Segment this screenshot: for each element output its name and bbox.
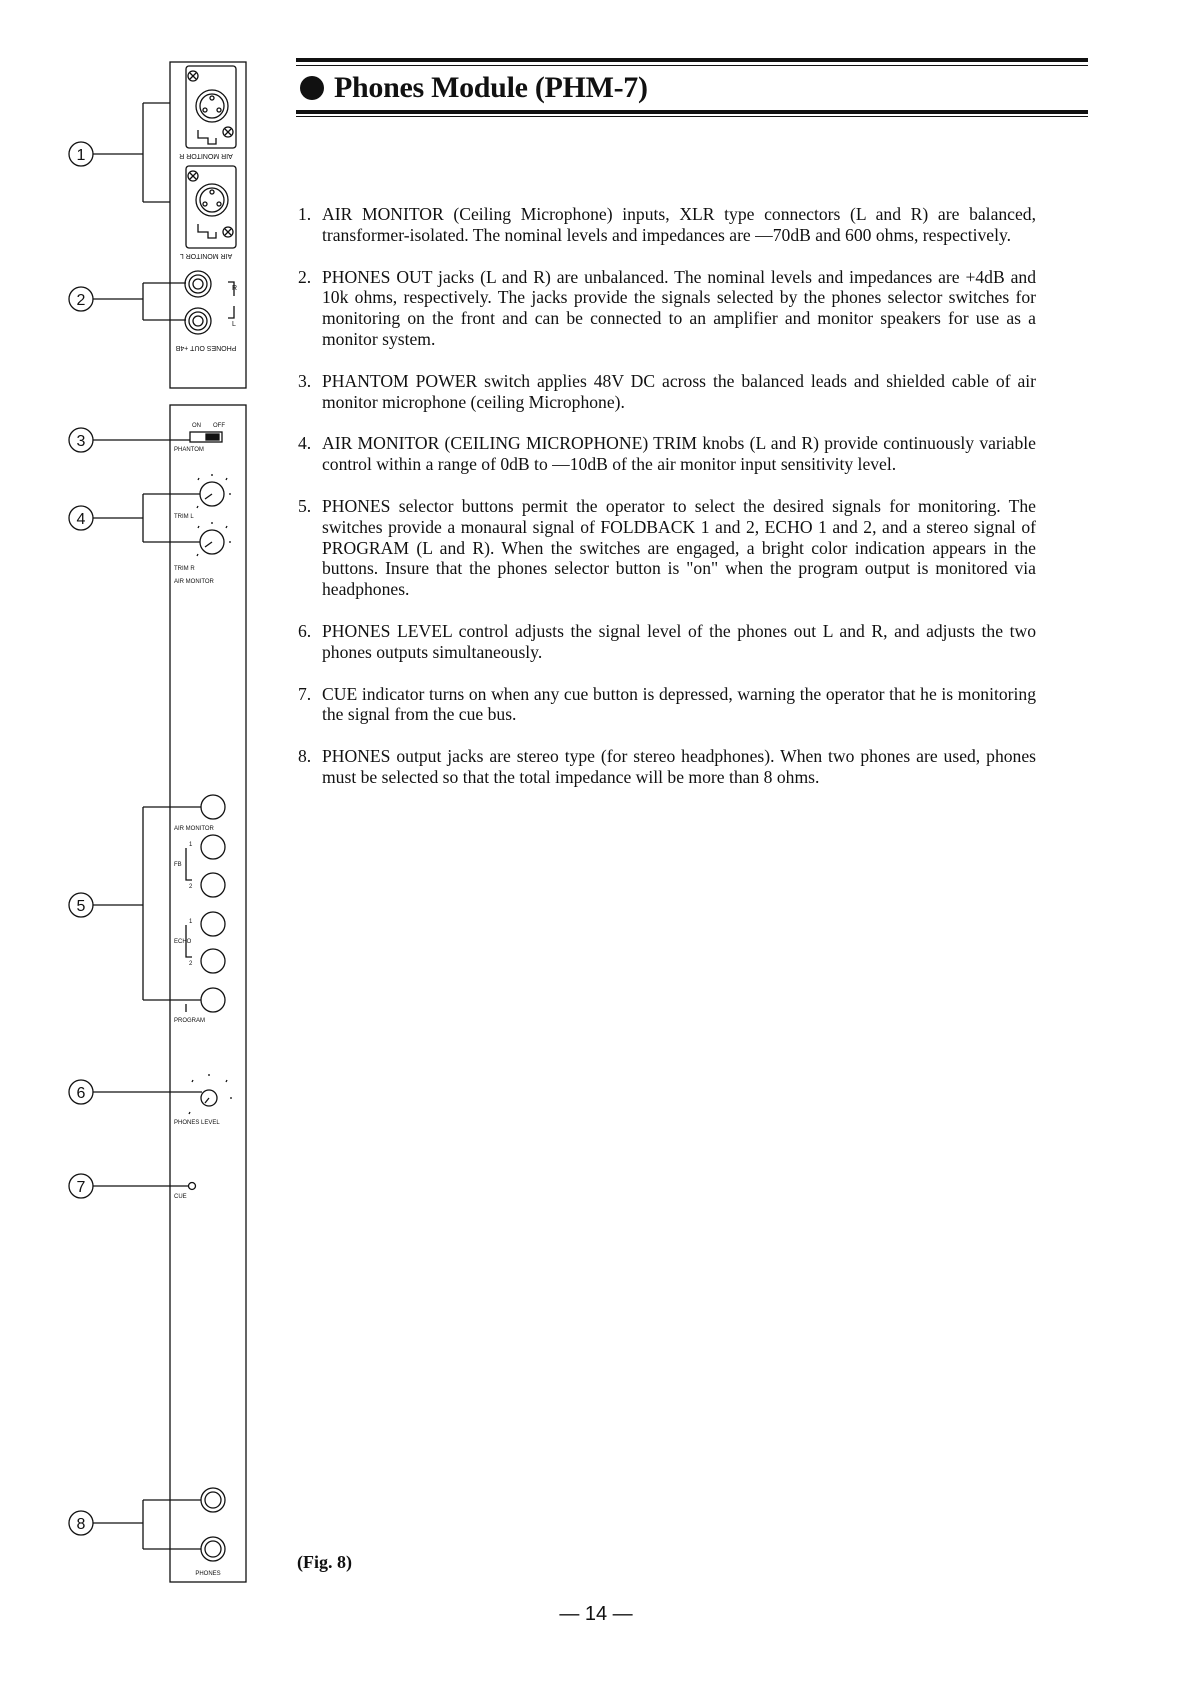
bullet-icon bbox=[300, 76, 324, 100]
item-text: AIR MONITOR (Ceiling Microphone) inputs, XLR type connectors (L and R) are balanced, transformer-isolated. The nominal levels and impedances are —70dB and 600 ohms, respectively. bbox=[322, 204, 1036, 245]
list-item bbox=[298, 267, 1036, 350]
item-text: PHONES OUT jacks (L and R) are unbalanced. The nominal levels and impedances are +4dB and 10k ohms, respectively. The jacks provide the signals selected by the phones selector switches for monitoring on the front and can be connected to an amplifier and monitor speakers for use as a monitor system. bbox=[322, 266, 1036, 349]
fb2-selector-button[interactable] bbox=[201, 873, 225, 897]
callout-markers bbox=[69, 142, 93, 1535]
rear-panel bbox=[170, 62, 246, 388]
item-text: AIR MONITOR (CEILING MICROPHONE) TRIM knobs (L and R) provide continuously variable control within a range of 0dB to —10dB of the air monitor input sensitivity level. bbox=[322, 433, 1036, 475]
item-text: PHONES output jacks are stereo type (for stereo headphones). When two phones are used, phones must be selected so that the total impedance will be more than 8 ohms. bbox=[322, 746, 1036, 787]
list-item bbox=[298, 621, 1036, 663]
air-monitor-button-label: AIR MONITOR bbox=[174, 826, 214, 832]
item-number: 8. bbox=[298, 746, 312, 767]
trim-l-ticks bbox=[197, 474, 231, 508]
callout-3-number: 3 bbox=[76, 433, 86, 450]
item-text: CUE indicator turns on when any cue button is depressed, warning the operator that he is monitoring the signal from the cue bus. bbox=[322, 683, 1036, 725]
trim-r-label: TRIM R bbox=[174, 566, 195, 572]
page-title bbox=[300, 66, 648, 110]
callout-1-number: 1 bbox=[76, 147, 86, 164]
phones-level-label: PHONES LEVEL bbox=[174, 1120, 220, 1126]
phones-out-jack-r bbox=[185, 271, 211, 297]
list-item bbox=[298, 204, 1036, 246]
phones-out-label: PHONES OUT +4B bbox=[175, 344, 237, 351]
trim-r-knob[interactable] bbox=[200, 530, 224, 554]
switch-off-label: OFF bbox=[213, 423, 225, 429]
page-title-text: Phones Module (PHM-7) bbox=[334, 71, 648, 104]
echo-label: ECHO bbox=[174, 939, 192, 945]
item-number: 7. bbox=[298, 683, 312, 704]
list-item bbox=[298, 684, 1036, 726]
phones-label: PHONES bbox=[195, 1571, 221, 1577]
item-text: PHONES LEVEL control adjusts the signal level of the phones out L and R, and adjusts the two phones outputs simultaneously. bbox=[322, 620, 1036, 662]
cue-label: CUE bbox=[174, 1194, 187, 1200]
air-monitor-label: AIR MONITOR bbox=[174, 579, 214, 585]
callout-2-number: 2 bbox=[76, 292, 86, 309]
program-label: PROGRAM bbox=[174, 1018, 206, 1024]
callout-4-number: 4 bbox=[76, 511, 86, 528]
item-number: 6. bbox=[298, 620, 312, 641]
fb-label: FB bbox=[174, 862, 182, 868]
trim-l-knob[interactable] bbox=[200, 482, 224, 506]
callout-7-number: 7 bbox=[76, 1179, 86, 1196]
phones-jack-2[interactable] bbox=[201, 1537, 225, 1561]
cue-indicator bbox=[189, 1183, 196, 1190]
phantom-label: PHANTOM bbox=[174, 447, 204, 453]
trim-l-label: TRIM L bbox=[174, 514, 194, 520]
page-number: — 14 — bbox=[559, 1603, 633, 1625]
phones-jack-1[interactable] bbox=[201, 1488, 225, 1512]
fb1-number-label: 1 bbox=[189, 842, 193, 848]
description-list bbox=[298, 204, 1036, 809]
echo1-number-label: 1 bbox=[189, 919, 193, 925]
list-item bbox=[298, 746, 1036, 788]
xlr-connector-l bbox=[186, 166, 236, 248]
trim-r-ticks bbox=[197, 522, 231, 556]
xlr-connector-r bbox=[186, 66, 236, 148]
phones-level-knob[interactable] bbox=[201, 1090, 217, 1106]
module-figure bbox=[0, 0, 300, 1600]
item-text: PHONES selector buttons permit the operator to select the desired signals for monitoring. The switches provide a monaural signal of FOLDBACK 1 and 2, ECHO 1 and 2, and a stereo signal of PROGRAM (L and R). When the switches are engaged, a bright color indication appears in the buttons. Insure that the phones selector button is "on" when the program output is monitored via headphones. bbox=[322, 495, 1036, 600]
switch-on-label: ON bbox=[192, 423, 201, 429]
jack-r-label: R bbox=[232, 285, 238, 292]
echo2-number-label: 2 bbox=[189, 961, 193, 967]
air-monitor-selector-button[interactable] bbox=[201, 795, 225, 819]
fb-bracket bbox=[186, 848, 192, 880]
callout-5-number: 5 bbox=[76, 898, 86, 915]
item-number: 1. bbox=[298, 204, 312, 224]
air-monitor-r-label: AIR MONITOR R bbox=[179, 152, 233, 159]
callout-6-number: 6 bbox=[76, 1085, 86, 1102]
header-rule-bottom-thin bbox=[296, 116, 1088, 117]
item-number: 3. bbox=[298, 370, 312, 391]
list-item bbox=[298, 496, 1036, 600]
phones-out-jack-l bbox=[185, 308, 211, 334]
item-number: 4. bbox=[298, 433, 312, 454]
program-selector-button[interactable] bbox=[201, 988, 225, 1012]
callout-8-number: 8 bbox=[76, 1516, 86, 1533]
fb1-selector-button[interactable] bbox=[201, 835, 225, 859]
item-number: 2. bbox=[298, 266, 312, 287]
list-item bbox=[298, 433, 1036, 475]
echo2-selector-button[interactable] bbox=[201, 949, 225, 973]
item-text: PHANTOM POWER switch applies 48V DC across the balanced leads and shielded cable of air monitor microphone (ceiling Microphone). bbox=[322, 370, 1036, 412]
air-monitor-l-label: AIR MONITOR L bbox=[179, 252, 233, 259]
phantom-switch-lever bbox=[206, 434, 219, 440]
figure-label: (Fig. 8) bbox=[297, 1552, 352, 1572]
jack-l-label: L bbox=[232, 321, 236, 328]
item-number: 5. bbox=[298, 495, 312, 516]
list-item bbox=[298, 371, 1036, 413]
header-rule-top bbox=[296, 58, 1088, 62]
fb2-number-label: 2 bbox=[189, 884, 193, 890]
echo1-selector-button[interactable] bbox=[201, 912, 225, 936]
header-rule-bottom bbox=[296, 110, 1088, 114]
phones-level-ticks bbox=[189, 1074, 232, 1114]
